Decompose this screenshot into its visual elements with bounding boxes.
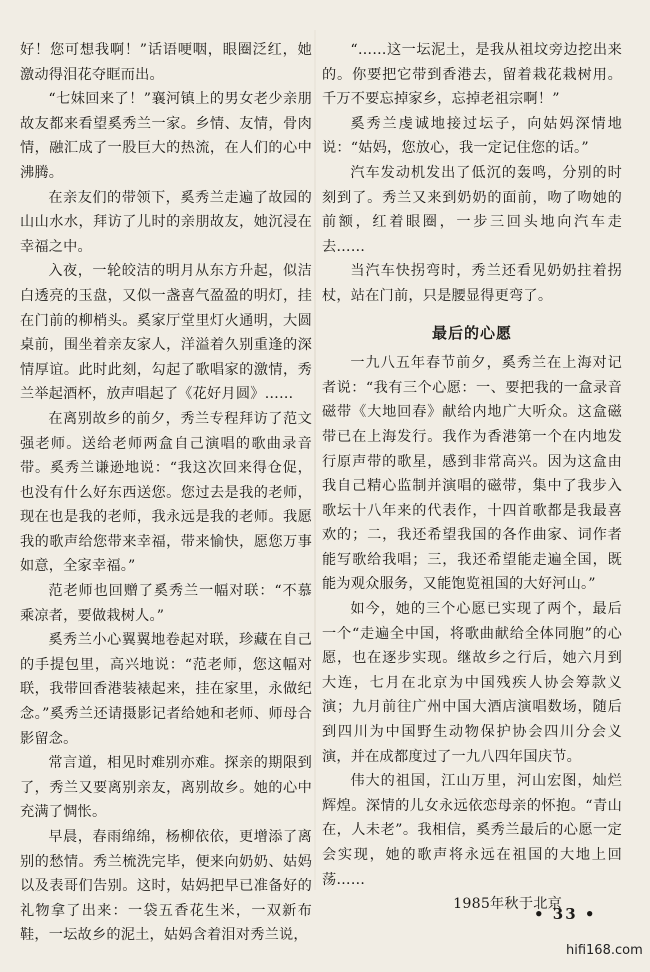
page-number: • 33 •	[534, 905, 597, 923]
paragraph: 一九八五年春节前夕，奚秀兰在上海对记者说：“我有三个心愿：一、要把我的一盒录音磁带《大地回春》献给内地广大听众。这盒磁带已在上海发行。我作为香港第一个在内地发行原声带的歌星，感到非常高兴。因为这盒由我自己精心监制并演唱的磁带，集中了我步入歌坛十八年来的代表作，十四首歌都是我最喜欢的；二，我还希望我国的各作曲家、词作者能写歌给我唱；三，我还希望能走遍全国，既能为观众服务，又能饱览祖国的大好河山。”	[322, 355, 622, 593]
paragraph: “七妹回来了！”襄河镇上的男女老少亲朋故友都来看望奚秀兰一家。乡情、友情，骨肉情，融汇成了一股巨大的热流，在人们的心中沸腾。	[20, 91, 312, 181]
paragraph: 汽车发动机发出了低沉的轰鸣，分别的时刻到了。秀兰又来到奶奶的面前，吻了吻她的前额，红着眼圈，一步三回头地向汽车走去……	[322, 164, 622, 255]
paragraph: 入夜，一轮皎洁的明月从东方升起，似洁白透亮的玉盘，又似一盏喜气盈盈的明灯，挂在门前的柳梢头。奚家厅堂里灯火通明，大圆桌前，围坐着亲友家人，洋溢着久别重逢的深情厚谊。此时此刻，勾起了歌唱家的激情，秀兰举起酒杯，放声唱起了《花好月圆》……	[20, 263, 312, 403]
paragraph: 常言道，相见时难别亦难。探亲的期限到了，秀兰又要离别亲友，离别故乡。她的心中充满了惆怅。	[20, 755, 312, 821]
paragraph: 早晨，春雨绵绵，杨柳依依，更增添了离别的愁情。秀兰梳洗完毕，便来向奶奶、姑妈以及表哥们告别。这时，姑妈把早已准备好的礼物拿了出来：一袋五香花生米，一双新布鞋，一坛故乡的泥土，姑妈含着泪对秀兰说，	[20, 829, 312, 944]
paragraph: 当汽车快拐弯时，秀兰还看见奶奶拄着拐杖，站在门前，只是腰显得更弯了。	[322, 263, 622, 304]
paragraph: “……这一坛泥土，是我从祖坟旁边挖出来的。你要把它带到香港去，留着栽花栽树用。千万不要忘掉家乡，忘掉老祖宗啊！”	[322, 42, 622, 108]
dateline: 1985年秋于北京	[453, 896, 562, 913]
paragraph: 伟大的祖国，江山万里，河山宏图，灿烂辉煌。深情的儿女永远依恋母亲的怀抱。“青山在，人未老”。我相信，奚秀兰最后的心愿一定会实现，她的歌声将永远在祖国的大地上回荡……	[322, 773, 622, 888]
paragraph: 在离别故乡的前夕，秀兰专程拜访了范文强老师。送给老师两盒自己演唱的歌曲录音带。奚秀兰谦逊地说：“我这次回来得仓促，也没有什么好东西送您。您过去是我的老师，现在也是我的老师，我永远是我的老师。我愿我的歌声给您带来幸福，带来愉快，愿您万事如意，全家幸福。”	[20, 410, 312, 575]
page-fold-shadow	[314, 30, 316, 890]
paragraph: 在亲友们的带领下，奚秀兰走遍了故园的山山水水，拜访了儿时的亲朋故友，她沉浸在幸福之中。	[20, 189, 312, 255]
left-text-column	[20, 38, 312, 948]
paragraph: 好！您可想我啊！”话语哽咽，眼圈泛红，她激动得泪花夺眶而出。	[20, 42, 312, 83]
section-heading: 最后的心愿	[431, 323, 512, 342]
paragraph: 奚秀兰虔诚地接过坛子，向姑妈深情地说：“姑妈，您放心，我一定记住您的话。”	[322, 115, 622, 157]
right-text-column	[322, 38, 622, 917]
paragraph: 如今，她的三个心愿已实现了两个，最后一个“走遍全中国，将歌曲献给全体同胞”的心愿，也在逐步实现。继故乡之行后，她六月到大连，七月在北京为中国残疾人协会筹款义演；九月前往广州中国大酒店演唱数场，随后到四川为中国野生动物保护协会四川分会义演，并在成都度过了一九八四年国庆节。	[322, 601, 622, 765]
paragraph: 范老师也回赠了奚秀兰一幅对联：“不慕乘凉者，要做栽树人。”	[20, 583, 312, 624]
watermark: hifi168.com	[566, 943, 643, 958]
paragraph: 奚秀兰小心翼翼地卷起对联，珍藏在自己的手提包里，高兴地说：“范老师，您这幅对联，我带回香港装裱起来，挂在家里，永做纪念。”奚秀兰还请摄影记者给她和老师、师母合影留念。	[20, 632, 312, 747]
